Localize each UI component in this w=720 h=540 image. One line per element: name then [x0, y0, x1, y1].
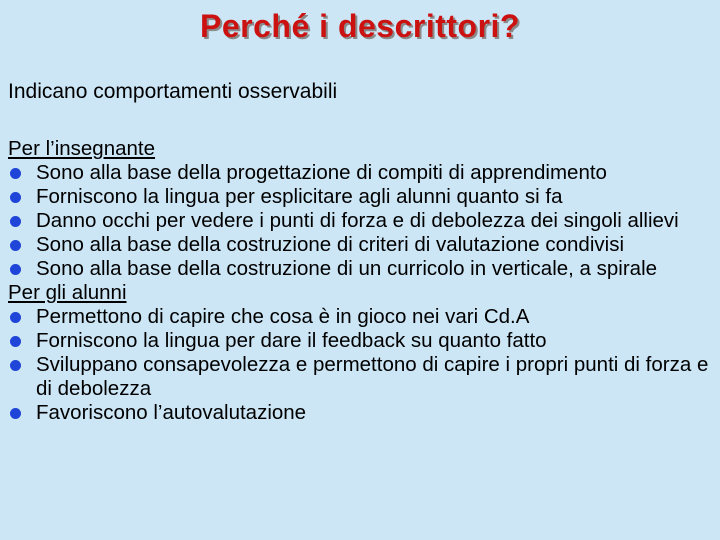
list-item: [8, 353, 716, 401]
list-item: [8, 185, 716, 209]
section-heading: Per l’insegnante: [8, 137, 156, 160]
list-item: [8, 209, 716, 233]
list-item: [8, 257, 716, 281]
list-item: [8, 161, 716, 185]
list-item-text: Favoriscono l’autovalutazione: [36, 401, 307, 424]
list-item-text: Danno occhi per vedere i punti di forza e di debolezza dei singoli allievi: [36, 209, 679, 232]
bullet-dot-icon: [10, 192, 21, 203]
list-item-text: Sono alla base della progettazione di compiti di apprendimento: [36, 161, 607, 184]
section-heading: Per gli alunni: [8, 281, 127, 304]
section-students: [8, 281, 716, 425]
list-item: [8, 233, 716, 257]
content-body: [8, 137, 716, 425]
bullet-dot-icon: [10, 336, 21, 347]
bullet-dot-icon: [10, 168, 21, 179]
bullet-dot-icon: [10, 312, 21, 323]
page-title: Perché i descrittori?: [200, 8, 520, 44]
bullet-dot-icon: [10, 360, 21, 371]
bullet-list: [8, 161, 716, 281]
list-item: [8, 329, 716, 353]
list-item-text: Sviluppano consapevolezza e permettono di capire i propri punti di forza e di debolezza: [36, 353, 709, 400]
bullet-dot-icon: [10, 264, 21, 275]
list-item-text: Forniscono la lingua per dare il feedback su quanto fatto: [36, 329, 547, 352]
bullet-dot-icon: [10, 240, 21, 251]
list-item: [8, 305, 716, 329]
section-teacher: [8, 137, 716, 281]
bullet-dot-icon: [10, 408, 21, 419]
bullet-list: [8, 305, 716, 425]
list-item-text: Sono alla base della costruzione di criteri di valutazione condivisi: [36, 233, 624, 256]
list-item-text: Permettono di capire che cosa è in gioco nei vari Cd.A: [36, 305, 530, 328]
bullet-dot-icon: [10, 216, 21, 227]
list-item: [8, 401, 716, 425]
list-item-text: Sono alla base della costruzione di un curricolo in verticale, a spirale: [36, 257, 658, 280]
list-item-text: Forniscono la lingua per esplicitare agli alunni quanto si fa: [36, 185, 563, 208]
intro-text: Indicano comportamenti osservabili: [8, 80, 338, 103]
